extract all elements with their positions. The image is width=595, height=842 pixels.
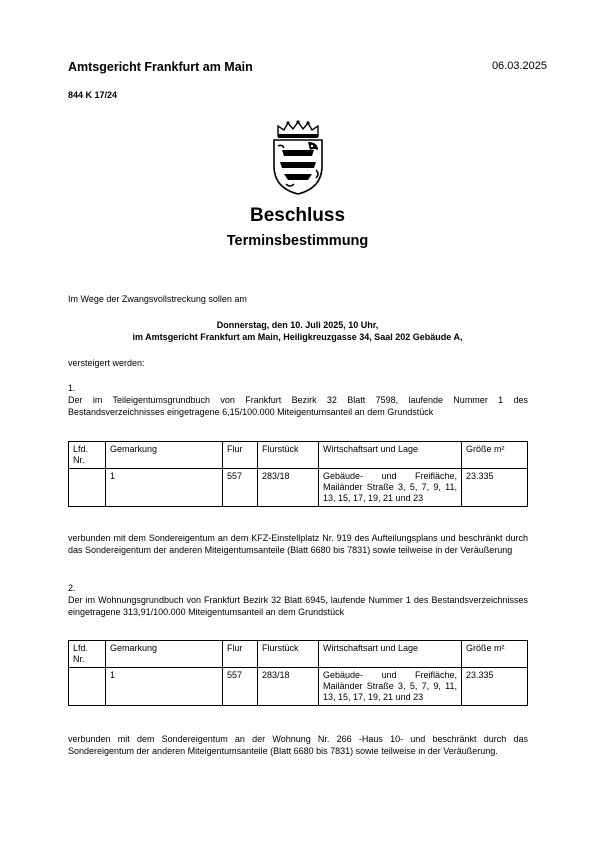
header-gemarkung: Gemarkung	[106, 442, 223, 469]
document-date: 06.03.2025	[491, 60, 547, 72]
header-lage: Wirtschaftsart und Lage	[319, 442, 462, 469]
header-flur: Flur	[223, 442, 258, 469]
table-row	[69, 668, 528, 706]
cell-flur: 557	[223, 469, 258, 507]
intro-text: Im Wege der Zwangsvollstreckung sollen am	[68, 294, 247, 304]
item-connected-text: verbunden mit dem Sondereigentum an der Wohnung Nr. 266 -Haus 10- und beschränkt durch das Sondereigentum der anderen Miteigentumsanteile (Blatt 6680 bis 7831) sowie teilweise in der Veräußerung.	[68, 734, 528, 756]
header-groesse: Größe m²	[462, 442, 528, 469]
hearing-location: im Amtsgericht Frankfurt am Main, Heiligkreuzgasse 34, Saal 202 Gebäude A,	[132, 332, 463, 342]
header-gemarkung: Gemarkung	[106, 641, 223, 668]
cell-groesse: 23.335	[462, 668, 528, 706]
cell-lfd-nr	[69, 469, 106, 507]
table-row	[69, 469, 528, 507]
document-title: Beschluss	[249, 205, 346, 226]
cell-flurstueck: 283/18	[258, 668, 319, 706]
document-subtitle: Terminsbestimmung	[226, 233, 369, 249]
hessen-coat-of-arms-icon	[268, 120, 328, 196]
item-description: Der im Teileigentumsgrundbuch von Frankfurt Bezirk 32 Blatt 7598, laufende Nummer 1 des Bestandsverzeichnisses eingetragene 6,15/100.000 Miteigentumsanteil an dem Grundstück	[68, 395, 528, 417]
header-flurstueck: Flurstück	[258, 442, 319, 469]
cell-lfd-nr	[69, 668, 106, 706]
header-flurstueck: Flurstück	[258, 641, 319, 668]
auctioned-text: versteigert werden:	[68, 358, 145, 368]
cell-lage: Gebäude- und Freifläche, Mailänder Straße 3, 5, 7, 9, 11, 13, 15, 17, 19, 21 und 23	[319, 469, 462, 507]
table-header-row	[69, 641, 528, 668]
property-table	[68, 640, 528, 706]
cell-flurstueck: 283/18	[258, 469, 319, 507]
cell-gemarkung: 1	[106, 469, 223, 507]
property-table	[68, 441, 528, 507]
header-lfd-nr: Lfd. Nr.	[69, 641, 106, 668]
table-header-row	[69, 442, 528, 469]
item-description: Der im Wohnungsgrundbuch von Frankfurt Bezirk 32 Blatt 6945, laufende Nummer 1 des Bestandsverzeichnisses eingetragene 313,91/100.000 Miteigentumsanteil an dem Grundstück	[68, 595, 528, 617]
cell-flur: 557	[223, 668, 258, 706]
hearing-date: Donnerstag, den 10. Juli 2025, 10 Uhr,	[216, 320, 379, 330]
header-groesse: Größe m²	[462, 641, 528, 668]
item-number: 2.	[68, 583, 76, 593]
header-lfd-nr: Lfd. Nr.	[69, 442, 106, 469]
cell-groesse: 23.335	[462, 469, 528, 507]
case-number: 844 K 17/24	[68, 90, 118, 100]
item-connected-text: verbunden mit dem Sondereigentum an dem KFZ-Einstellplatz Nr. 919 des Aufteilungsplans und beschränkt durch das Sondereigentum der anderen Miteigentumsanteile (Blatt 6680 bis 7831) sowie teilweise in der Veräußerung	[68, 533, 528, 555]
header-lage: Wirtschaftsart und Lage	[319, 641, 462, 668]
court-name: Amtsgericht Frankfurt am Main	[68, 60, 253, 74]
cell-gemarkung: 1	[106, 668, 223, 706]
cell-lage: Gebäude- und Freifläche, Mailänder Straße 3, 5, 7, 9, 11, 13, 15, 17, 19, 21 und 23	[319, 668, 462, 706]
header-flur: Flur	[223, 641, 258, 668]
item-number: 1.	[68, 383, 76, 393]
